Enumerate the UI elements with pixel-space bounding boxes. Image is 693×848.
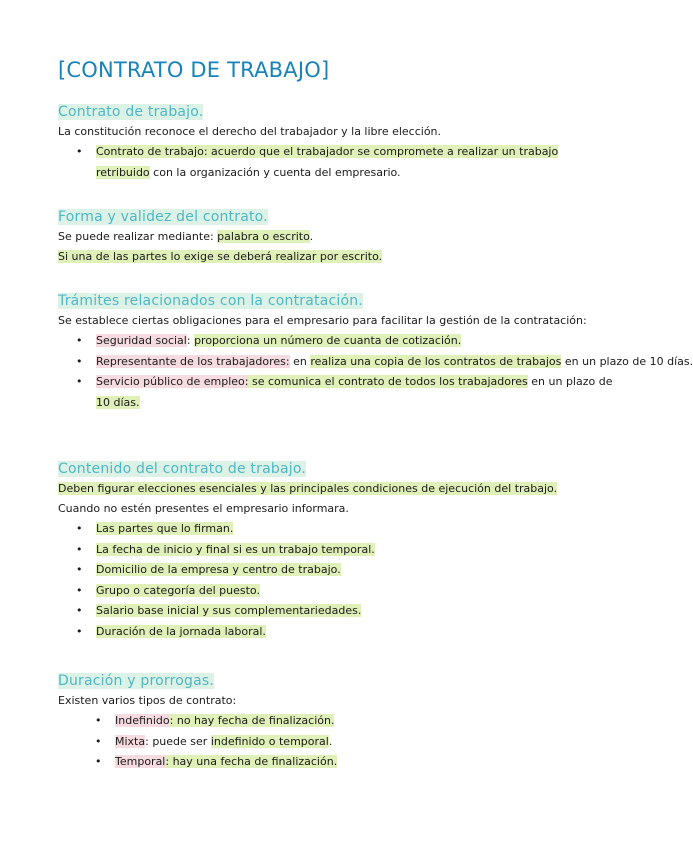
section-heading: Trámites relacionados con la contratación.: [58, 293, 363, 309]
bullet-list: [58, 331, 693, 413]
section-heading: Duración y prorrogas.: [58, 673, 215, 689]
list-item: • Domicilio de la empresa y centro de trabajo.: [58, 560, 615, 581]
section-duracion: [58, 670, 615, 773]
paragraph: [58, 247, 615, 267]
term: Mixta: [115, 734, 146, 748]
definition: : hay una fecha de finalización.: [165, 755, 338, 768]
term: Indefinido: [115, 714, 170, 727]
list-item: • Mixta: puede ser indefinido o temporal.: [58, 732, 615, 753]
bullet-list: [58, 142, 615, 183]
definition: indefinido o temporal: [210, 734, 329, 748]
list-item: • Servicio público de empleo: se comunica el contrato de todos los trabajadores en un plazo de 10 días.: [58, 372, 615, 413]
list-item: • Salario base inicial y sus complementariedades.: [58, 601, 615, 622]
definition: proporciona un número de cuanta de cotización.: [194, 334, 462, 347]
list-item: [58, 752, 615, 773]
bullet-list: [58, 519, 615, 642]
term: Seguridad social: [96, 334, 187, 347]
list-item: • Duración de la jornada laboral.: [58, 622, 615, 643]
list-item: • La fecha de inicio y final si es un trabajo temporal.: [58, 540, 615, 561]
term: Representante de los trabajadores:: [96, 354, 290, 368]
list-item: • Seguridad social: proporciona un número de cuanta de cotización.: [58, 331, 615, 352]
section-heading: Contenido del contrato de trabajo.: [58, 461, 306, 477]
definition: se comunica el contrato de todos los trabajadores: [248, 375, 528, 388]
paragraph: Se puede realizar mediante: palabra o escrito.: [58, 230, 314, 243]
paragraph: Se establece ciertas obligaciones para el empresario para facilitar la gestión de la contratación:: [58, 314, 587, 327]
paragraph: [58, 479, 615, 499]
list-item: • Contrato de trabajo: acuerdo que el trabajador se compromete a realizar un trabajo retribuido con la organización y cuenta del empresario.: [58, 142, 615, 183]
highlight: palabra o escrito: [217, 230, 310, 243]
list-item: • Las partes que lo firman.: [58, 519, 615, 540]
definition: acuerdo que el trabajador se compromete a realizar un trabajo: [211, 145, 559, 158]
highlight: retribuido: [96, 165, 150, 179]
paragraph: Cuando no estén presentes el empresario informara.: [58, 502, 349, 515]
section-heading: Forma y validez del contrato.: [58, 209, 268, 225]
term: empleo:: [203, 375, 249, 388]
section-heading: Contrato de trabajo.: [58, 104, 204, 120]
document-title: [CONTRATO DE TRABAJO]: [58, 58, 330, 82]
paragraph: La constitución reconoce el derecho del trabajador y la libre elección.: [58, 125, 442, 138]
list-item: • Representante de los trabajadores: en realiza una copia de los contratos de trabajos en un plazo de 10 días.: [58, 352, 615, 373]
section-forma: [58, 206, 615, 267]
term: Servicio público de: [96, 375, 204, 388]
term: Temporal: [115, 755, 166, 768]
highlight: 10 días.: [96, 395, 140, 409]
term: Contrato de trabajo: [96, 145, 204, 158]
bullet-list: [58, 711, 615, 773]
section-tramites: [58, 290, 693, 413]
highlight: Deben figurar elecciones esenciales y las principales condiciones de ejecución del trabajo.: [58, 482, 558, 495]
highlight: Si una de las partes lo exige se deberá realizar por escrito.: [58, 250, 383, 263]
list-item: [58, 711, 615, 732]
section-contenido: [58, 458, 615, 642]
definition: : no hay fecha de finalización.: [169, 714, 335, 727]
definition: realiza una copia de los contratos de trabajos: [310, 354, 562, 368]
paragraph: Existen varios tipos de contrato:: [58, 694, 237, 707]
list-item: • Grupo o categoría del puesto.: [58, 581, 615, 602]
section-contrato: [58, 101, 615, 183]
